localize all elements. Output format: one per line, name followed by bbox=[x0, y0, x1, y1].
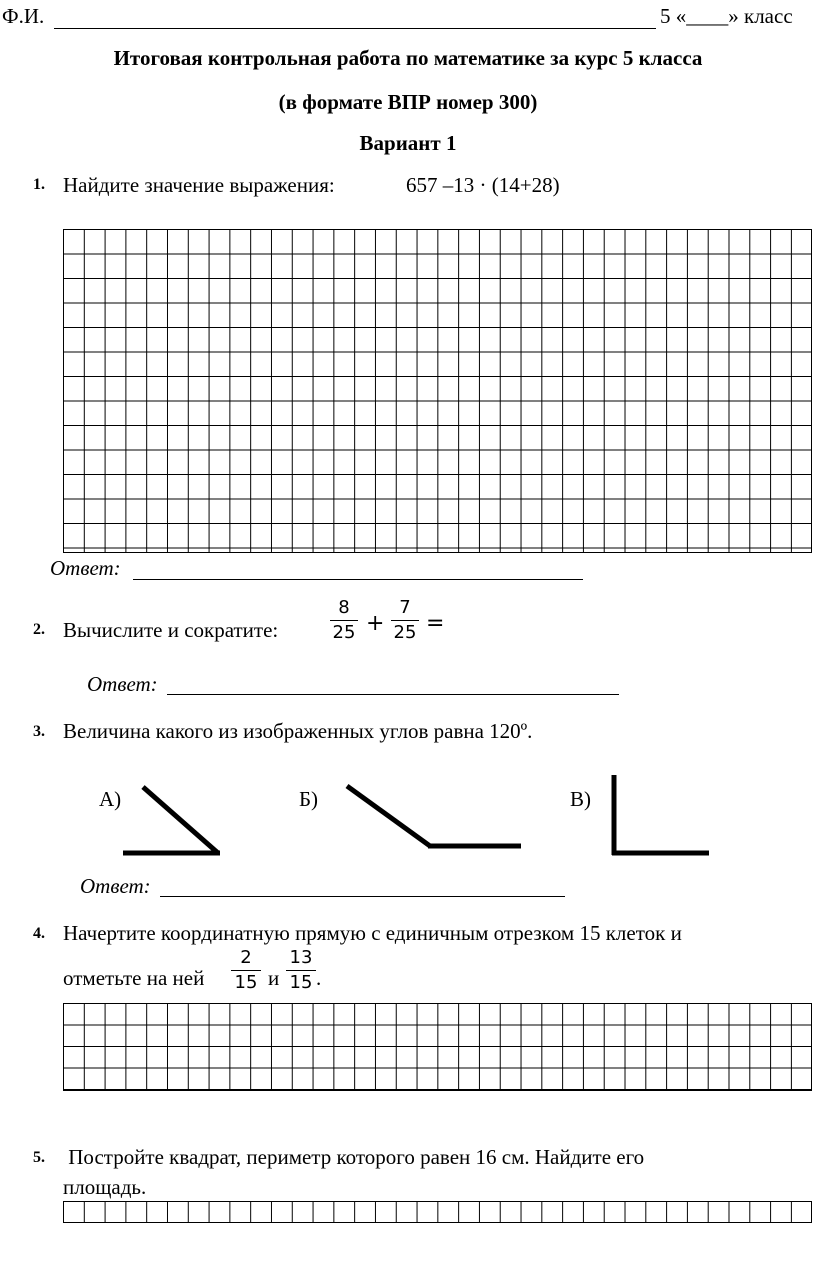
task-3-text: Величина какого из изображенных углов равна 120º. bbox=[63, 719, 533, 743]
task-3-answer-line[interactable] bbox=[160, 895, 565, 897]
fraction-bar bbox=[231, 970, 261, 971]
task-4-frac1-numerator: 2 bbox=[240, 947, 252, 968]
task-2-answer-line[interactable] bbox=[167, 693, 619, 695]
task-2-number: 2. bbox=[33, 621, 45, 638]
task-2-frac2-denominator: 25 bbox=[393, 622, 417, 643]
name-label: Ф.И. bbox=[2, 4, 45, 28]
task-4-text: Начертите координатную прямую с единичным отрезком 15 клеток и bbox=[63, 921, 682, 945]
task-2-plus-sign: + bbox=[366, 611, 385, 636]
task-1-answer-label: Ответ: bbox=[50, 556, 121, 580]
task-4-frac2-denominator: 15 bbox=[289, 972, 313, 993]
angle-a-figure bbox=[123, 787, 220, 853]
angle-c-figure bbox=[612, 775, 709, 855]
task-5-text: Постройте квадрат, периметр которого равен 16 см. Найдите его bbox=[63, 1145, 645, 1169]
task-3-number: 3. bbox=[33, 723, 45, 740]
task-3-answer-label: Ответ: bbox=[80, 874, 151, 898]
fraction-bar bbox=[286, 970, 316, 971]
task-2-frac2-numerator: 7 bbox=[399, 597, 411, 618]
task-2-fraction-1 bbox=[330, 598, 358, 643]
task-2-fraction-2 bbox=[391, 598, 419, 643]
task-4-frac1-denominator: 15 bbox=[234, 972, 258, 993]
task-1-expression: 657 –13 · (14+28) bbox=[406, 173, 560, 197]
task-4-work-grid[interactable] bbox=[63, 1003, 812, 1091]
task-2-text: Вычислите и сократите: bbox=[63, 618, 279, 642]
task-5-number: 5. bbox=[33, 1149, 45, 1166]
task-4-text-line2: отметьте на ней bbox=[63, 966, 205, 990]
task-5-work-grid[interactable] bbox=[63, 1201, 812, 1223]
task-2-equals-sign: = bbox=[426, 611, 445, 636]
angles-figure bbox=[0, 760, 816, 870]
class-label: 5 «____» класс bbox=[660, 4, 793, 28]
fraction-bar bbox=[330, 620, 358, 621]
task-1-text: Найдите значение выражения: bbox=[63, 173, 335, 197]
page-subtitle: (в формате ВПР номер 300) bbox=[278, 90, 538, 114]
task-1-answer-line[interactable] bbox=[133, 578, 583, 580]
task-2-frac1-numerator: 8 bbox=[338, 597, 350, 618]
name-field-line[interactable] bbox=[54, 27, 656, 29]
task-4-frac2-numerator: 13 bbox=[289, 947, 313, 968]
task-1-number: 1. bbox=[33, 176, 45, 193]
task-4-fraction-1 bbox=[231, 948, 261, 993]
task-1-work-grid[interactable] bbox=[63, 229, 812, 553]
fraction-bar bbox=[391, 620, 419, 621]
angle-option-a-label: А) bbox=[99, 787, 122, 811]
task-4-number: 4. bbox=[33, 925, 45, 942]
task-2-answer-label: Ответ: bbox=[87, 672, 158, 696]
angle-b-figure bbox=[347, 786, 521, 846]
task-4-fraction-2 bbox=[286, 948, 316, 993]
task-2-frac1-denominator: 25 bbox=[332, 622, 356, 643]
task-5-text-line2: площадь. bbox=[63, 1175, 147, 1199]
angle-option-c-label: В) bbox=[570, 787, 591, 811]
angle-option-b-label: Б) bbox=[299, 787, 319, 811]
variant-title: Вариант 1 bbox=[359, 131, 457, 155]
task-4-period: . bbox=[316, 966, 322, 990]
page-title: Итоговая контрольная работа по математике за курс 5 класса bbox=[113, 46, 703, 70]
task-4-and: и bbox=[268, 966, 280, 990]
